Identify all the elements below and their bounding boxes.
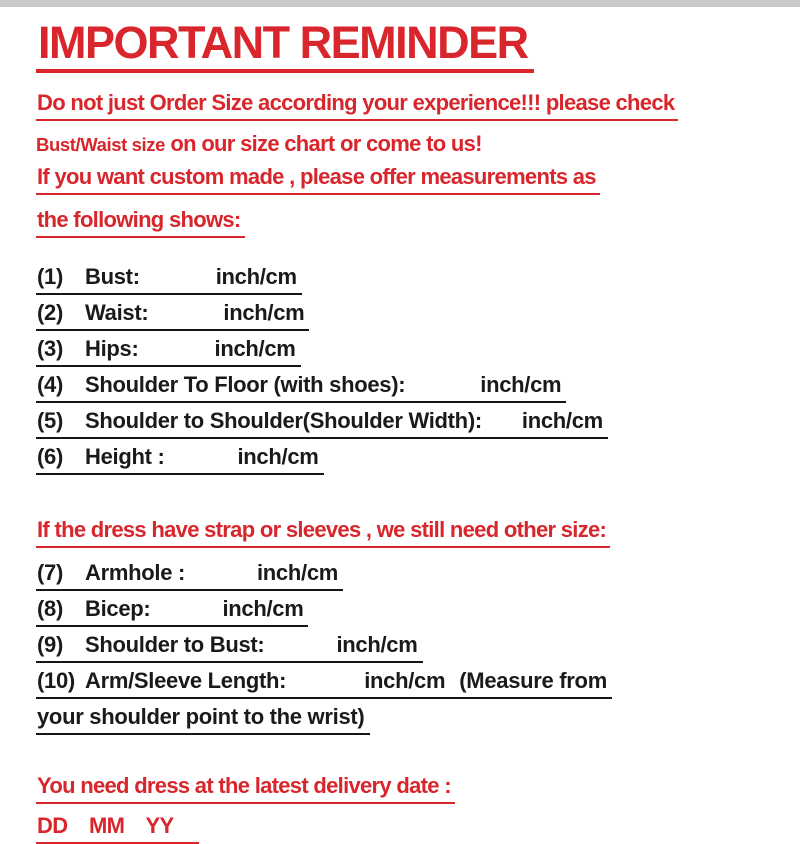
measurement-row <box>36 668 612 699</box>
measurement-note: (Measure from <box>459 668 607 694</box>
measurement-row-wrap <box>36 596 790 627</box>
delivery-heading-text: You need dress at the latest delivery date : <box>36 773 455 804</box>
measurement-row-wrap <box>36 300 790 331</box>
measurement-unit: inch/cm <box>480 372 562 398</box>
measurement-number: (1) <box>37 264 63 290</box>
intro-line-2 <box>36 131 790 158</box>
sleeves-heading <box>36 517 790 548</box>
measurement-unit: inch/cm <box>521 408 603 434</box>
measurement-row-wrap <box>36 264 790 295</box>
sleeve-note-continuation-text: your shoulder point to the wrist) <box>36 704 370 735</box>
measurement-label: Height : <box>85 444 165 470</box>
measurement-unit: inch/cm <box>364 668 446 694</box>
measurement-row <box>36 444 324 475</box>
measurement-row-wrap <box>36 668 790 699</box>
measurement-row-wrap <box>36 372 790 403</box>
measurement-row <box>36 632 423 663</box>
top-border-strip <box>0 0 800 7</box>
intro-line-3 <box>36 164 790 195</box>
measurement-label: Shoulder to Shoulder(Shoulder Width): <box>85 408 482 434</box>
measurement-row-wrap <box>36 336 790 367</box>
measurement-unit: inch/cm <box>215 264 297 290</box>
measurement-list-sleeves <box>36 560 790 699</box>
measurement-number: (3) <box>37 336 63 362</box>
measurement-list-main <box>36 264 790 475</box>
delivery-date-fields <box>36 813 790 844</box>
measurement-number: (9) <box>37 632 63 658</box>
measurement-unit: inch/cm <box>336 632 418 658</box>
measurement-label: Bicep: <box>85 596 151 622</box>
delivery-heading <box>36 773 790 804</box>
measurement-unit: inch/cm <box>214 336 296 362</box>
measurement-unit: inch/cm <box>256 560 339 586</box>
measurement-unit: inch/cm <box>237 444 319 470</box>
measurement-row <box>36 336 301 367</box>
measurement-label: Armhole : <box>85 560 185 586</box>
intro-line-4-text: the following shows: <box>36 207 245 238</box>
measurement-label: Arm/Sleeve Length: <box>85 668 287 694</box>
measurement-row <box>36 560 343 591</box>
page-title <box>36 19 790 73</box>
intro-line-1 <box>36 90 790 121</box>
measurement-number: (7) <box>37 560 63 586</box>
delivery-date-text: DD MM YY <box>36 813 199 844</box>
measurement-number: (10) <box>37 668 75 694</box>
measurement-row <box>36 372 566 403</box>
measurement-number: (2) <box>37 300 63 326</box>
measurement-unit: inch/cm <box>223 300 305 326</box>
measurement-label: Shoulder To Floor (with shoes): <box>85 372 406 398</box>
measurement-label: Hips: <box>85 336 139 362</box>
sleeves-heading-text: If the dress have strap or sleeves , we still need other size: <box>36 517 610 548</box>
measurement-row <box>36 596 308 627</box>
measurement-number: (6) <box>37 444 63 470</box>
page-title-text: IMPORTANT REMINDER <box>36 19 534 73</box>
intro-line-1-text: Do not just Order Size according your experience!!! please check <box>36 90 678 121</box>
measurement-row <box>36 264 302 295</box>
intro-line-2-rest: on our size chart or come to us! <box>165 131 482 157</box>
measurement-number: (4) <box>37 372 63 398</box>
measurement-label: Waist: <box>85 300 149 326</box>
sleeve-note-continuation <box>36 704 790 735</box>
measurement-row <box>36 408 608 439</box>
intro-line-3-text: If you want custom made , please offer measurements as <box>36 164 600 195</box>
measurement-row-wrap <box>36 444 790 475</box>
reminder-content <box>36 7 790 844</box>
intro-line-2-highlight: Bust/Waist size <box>36 134 166 156</box>
intro-line-4 <box>36 207 790 238</box>
measurement-number: (5) <box>37 408 63 434</box>
measurement-row-wrap <box>36 408 790 439</box>
measurement-unit: inch/cm <box>222 596 304 622</box>
measurement-label: Bust: <box>85 264 140 290</box>
measurement-row-wrap <box>36 560 790 591</box>
measurement-number: (8) <box>37 596 63 622</box>
measurement-row-wrap <box>36 632 790 663</box>
measurement-label: Shoulder to Bust: <box>85 632 265 658</box>
measurement-row <box>36 300 309 331</box>
